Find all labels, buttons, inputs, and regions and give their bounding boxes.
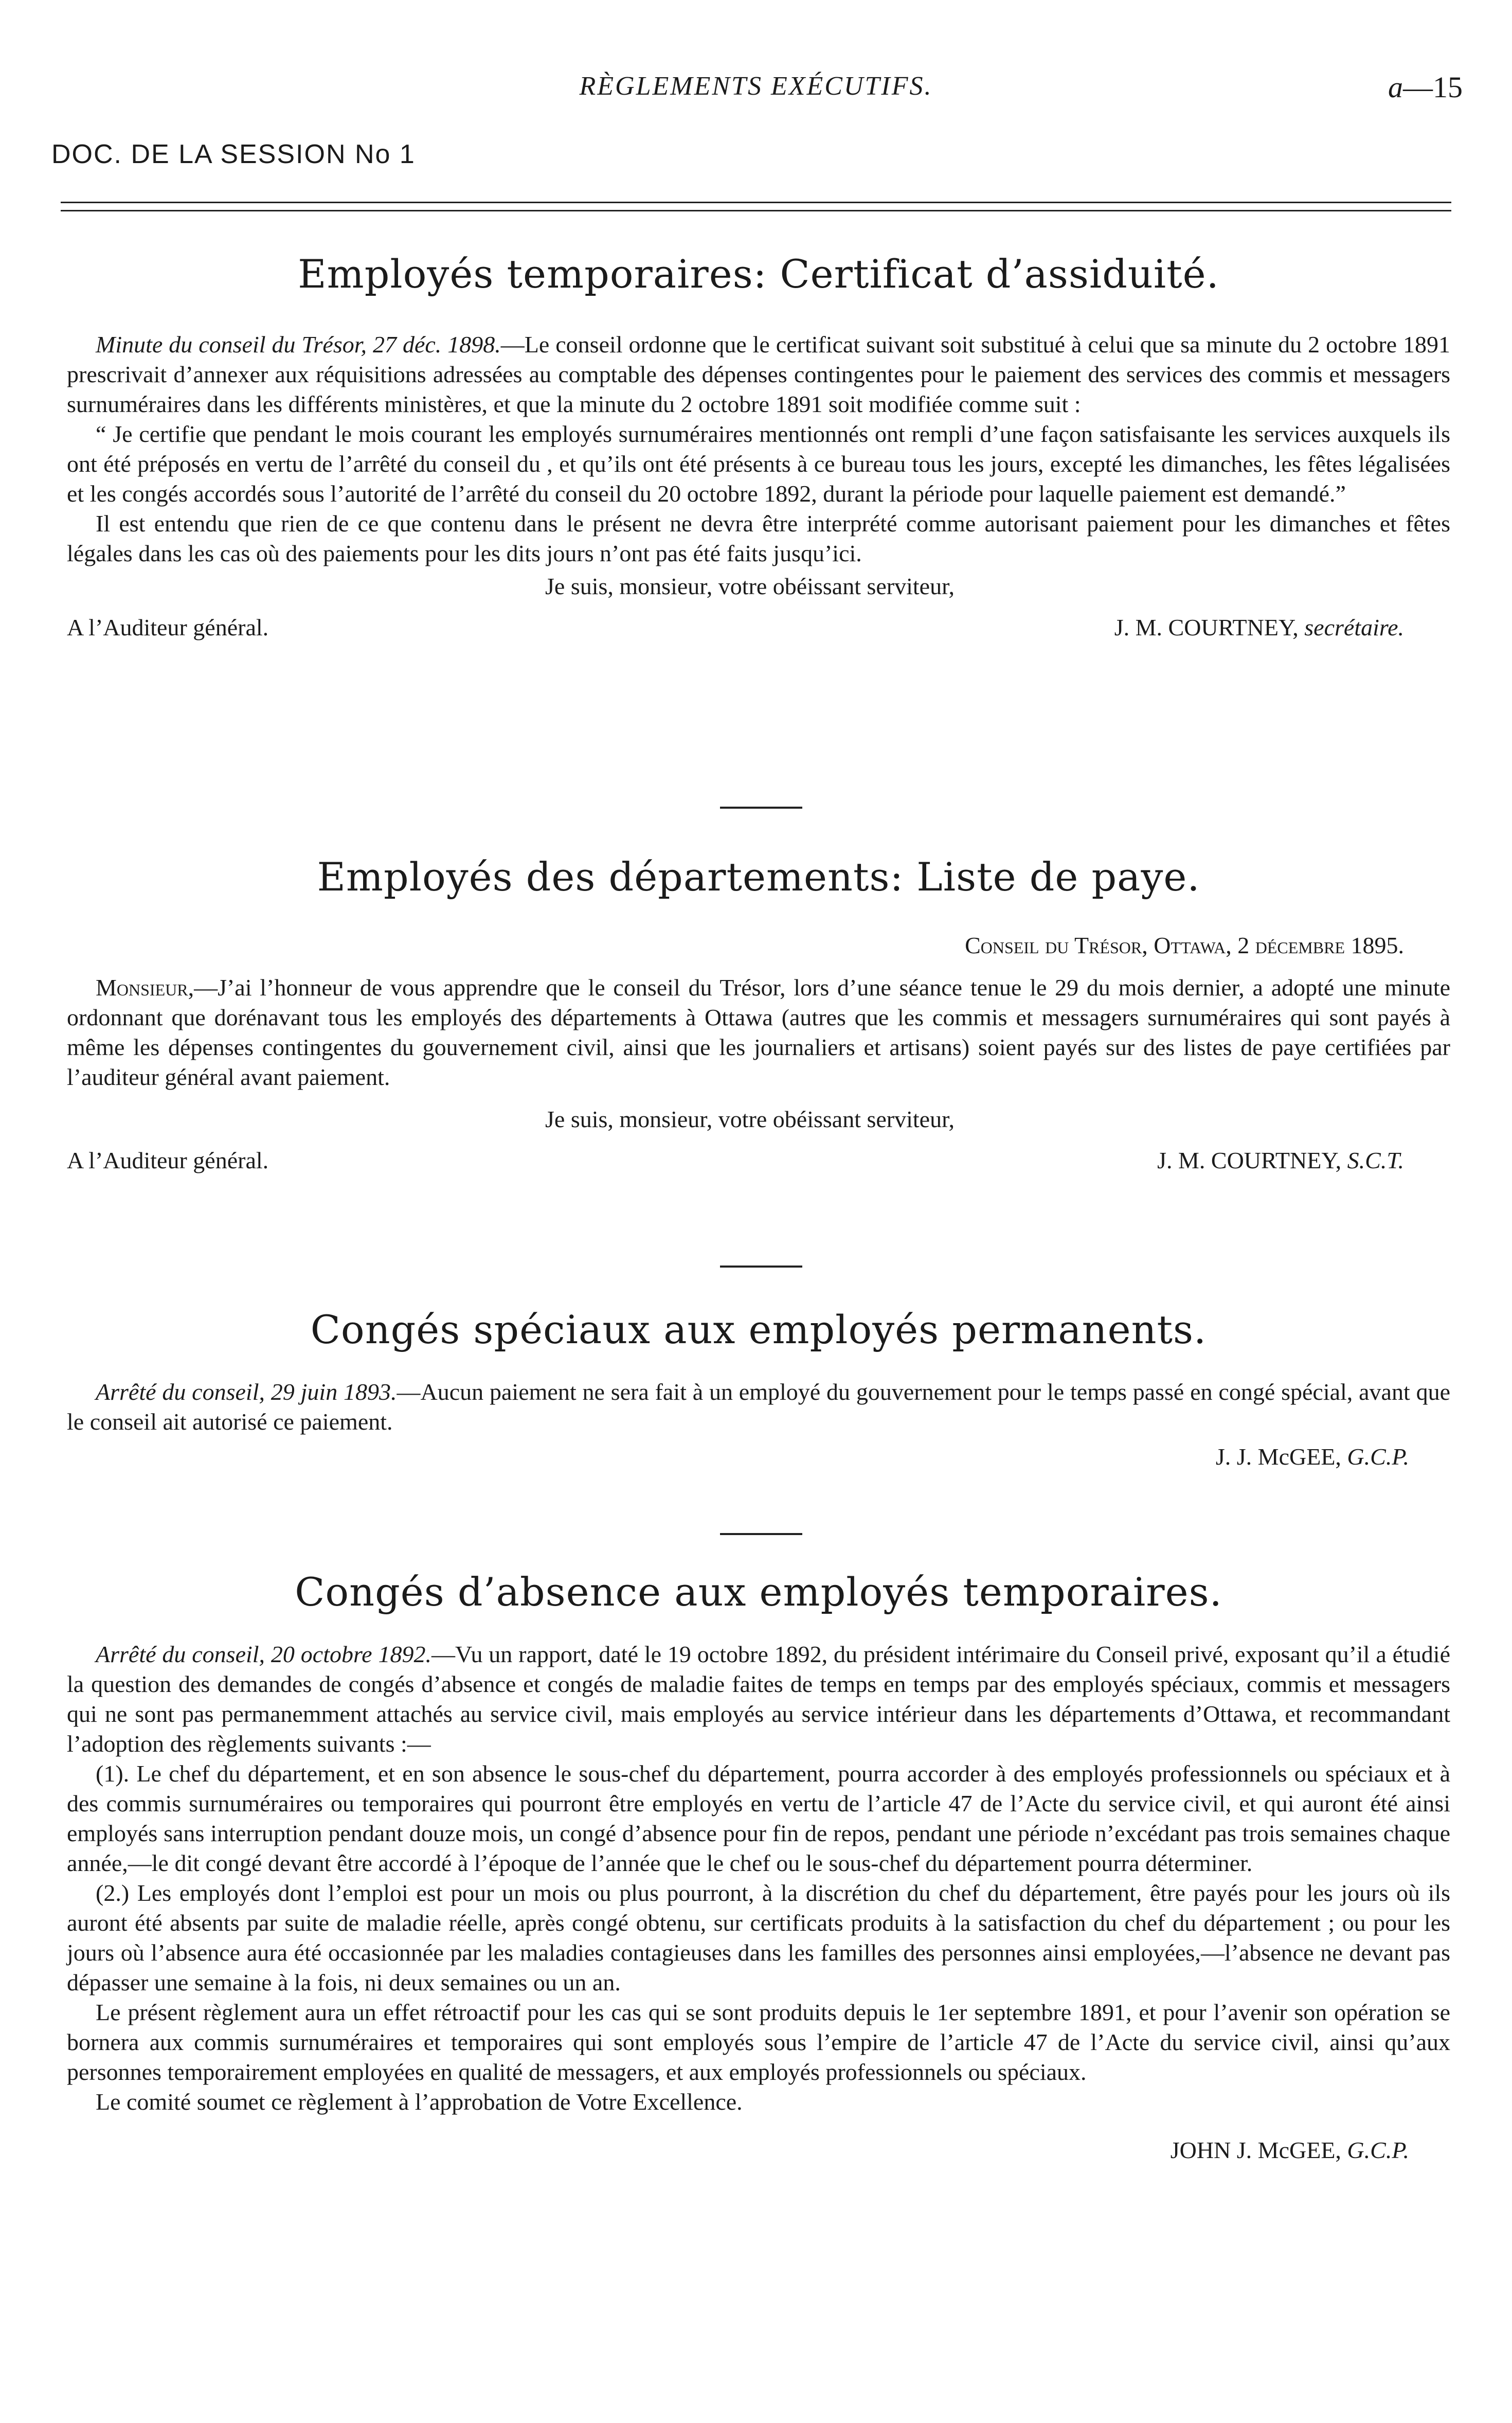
signature-row xyxy=(67,1146,1450,1175)
section-separator xyxy=(720,1266,802,1268)
section-title: Employés des départements: Liste de paye. xyxy=(317,854,1200,900)
header-rule-bottom xyxy=(61,210,1451,211)
body-text: —Aucun paiement ne sera fait à un employé du gouvernement pour le temps passé en congé spécial, avant que le conseil ait autorisé ce paiement. xyxy=(67,1379,1451,1435)
section-payroll-list xyxy=(67,854,1450,1175)
signer-name: J. M. COURTNEY, xyxy=(1157,1147,1342,1173)
section-absence-leave xyxy=(67,1569,1450,2165)
signer-name: J. M. COURTNEY, xyxy=(1114,614,1299,640)
addressee: A l’Auditeur général. xyxy=(67,614,269,640)
signer-name: JOHN J. McGEE, xyxy=(1170,2137,1341,2163)
addressee: A l’Auditeur général. xyxy=(67,1147,269,1173)
section-body xyxy=(67,973,1450,1092)
section-note: Il est entendu que rien de ce que contenu dans le présent ne devra être interprété comme autorisant paiement pour les dimanches et fêtes légales dans les cas où des paiements pour les dits jours n’ont pas été faits jusqu’ici. xyxy=(67,510,1450,566)
signer-title: S.C.T. xyxy=(1347,1147,1404,1173)
section-title: Congés d’absence aux employés temporaires. xyxy=(295,1569,1222,1615)
section-special-leave xyxy=(67,1307,1450,1472)
signer xyxy=(67,1442,1450,1472)
section-body xyxy=(67,1640,1450,1759)
section-separator xyxy=(720,807,802,809)
section-title: Employés temporaires: Certificat d’assiduité. xyxy=(298,251,1219,297)
page-prefix: a xyxy=(1388,70,1403,104)
page-number-value: —15 xyxy=(1403,70,1463,104)
certificate-quote: “ Je certifie que pendant le mois courant les employés surnuméraires mentionnés ont rempli d’une façon satisfaisante les services auxquels ils ont été préposés en vertu de l’arrêté du conseil du , et qu’ils ont été présents à ce bureau tous les jours, excepté les dimanches, les fêtes légalisées et les congés accordés sous l’autorité de l’arrêté du conseil du 20 octobre 1892, durant la période pour laquelle paiement est demandé.” xyxy=(67,421,1450,507)
body-text: —Vu un rapport, daté le 19 octobre 1892, du président intérimaire du Conseil privé, exposant qu’il a étudié la question des demandes de congés d’absence et congés de maladie faites de temps en temps par des employés spéciaux, commis et messagers qui ne sont pas permanemment attachés au service civil, mais employés au service intérieur dans les départements d’Ottawa, et recommandant l’adoption des règlements suivants :— xyxy=(67,1641,1450,1757)
header-rule-top xyxy=(61,202,1451,203)
body-text: —J’ai l’honneur de vous apprendre que le conseil du Trésor, lors d’une séance tenue le 29 du mois dernier, a adopté une minute ordonnant que dorénavant tous les employés des départements à Ottawa (autres que les commis et messagers surnuméraires qui sont payés à même les dépenses contingentes du gouvernement civil, ainsi que les journaliers et artisans) soient payés sur des listes de paye certifiées par l’auditeur général avant paiement. xyxy=(67,974,1450,1090)
page-number xyxy=(1388,70,1463,104)
signer-name: J. J. McGEE, xyxy=(1215,1444,1341,1470)
regulation-paragraph-3: Le présent règlement aura un effet rétroactif pour les cas qui se sont produits depuis le 1er septembre 1891, et pour l’avenir son opération se bornera aux commis surnuméraires et temporaires qui sont employés sous l’empire de l’article 47 de l’Acte du service civil, ainsi qu’aux personnes temporairement employées en qualité de messagers, et aux employés professionnels ou spéciaux. xyxy=(67,1999,1450,2085)
order-reference: Minute du conseil du Trésor, 27 déc. 1898. xyxy=(96,331,501,358)
closing-formula: Je suis, monsieur, votre obéissant serviteur, xyxy=(545,573,955,599)
signer-title: secrétaire. xyxy=(1304,614,1404,640)
salutation: Monsieur, xyxy=(96,974,194,1001)
signer xyxy=(1157,1146,1450,1175)
section-attendance-certificate xyxy=(67,251,1450,643)
section-body xyxy=(67,1377,1450,1437)
section-separator xyxy=(720,1533,802,1535)
section-body xyxy=(67,330,1450,419)
regulation-paragraph-2: (2.) Les employés dont l’emploi est pour un mois ou plus pourront, à la discrétion du chef du département, être payés pour les jours où ils auront été absents par suite de maladie réelle, après congé obtenu, sur certificats produits à la satisfaction du chef du département ; ou pour les jours où l’absence aura été occasionnée par les maladies contagieuses dans les familles des personnes ainsi employées,—l’absence ne devant pas dépasser une semaine à la fois, ni deux semaines ou un an. xyxy=(67,1880,1450,1996)
regulation-paragraph-1: (1). Le chef du département, et en son absence le sous-chef du département, pourra accorder à des employés professionnels ou spéciaux et à des commis surnuméraires ou temporaires qui pourront être employés en vertu de l’article 47 de l’Acte du service civil, et qui auront été ainsi employés sans interruption pendant douze mois, un congé d’absence pour fin de repos, pendant une période n’excédant pas trois semaines chaque année,—le dit congé devant être accordé à l’époque de l’année que le chef ou le sous-chef du département pourra déterminer. xyxy=(67,1760,1450,1876)
signature-row xyxy=(67,613,1450,643)
order-reference: Arrêté du conseil, 29 juin 1893. xyxy=(96,1379,397,1405)
signer-title: G.C.P. xyxy=(1347,2137,1409,2163)
signer xyxy=(1114,613,1450,643)
dateline: Conseil du Trésor, Ottawa, 2 décembre 1895. xyxy=(965,932,1404,958)
signer xyxy=(67,2135,1450,2165)
signer-title: G.C.P. xyxy=(1347,1444,1409,1470)
order-reference: Arrêté du conseil, 20 octobre 1892. xyxy=(96,1641,431,1667)
section-title: Congés spéciaux aux employés permanents. xyxy=(310,1307,1207,1352)
session-document-label: DOC. DE LA SESSION No 1 xyxy=(51,139,416,169)
regulation-paragraph-4: Le comité soumet ce règlement à l’approbation de Votre Excellence. xyxy=(96,2089,743,2115)
running-header: RÈGLEMENTS EXÉCUTIFS. xyxy=(579,72,933,101)
body-text: —Le conseil ordonne que le certificat suivant soit substitué à celui que sa minute du 2 octobre 1891 prescrivait d’annexer aux réquisitions adressées au comptable des dépenses contingentes pour le paiement des services des commis et messagers surnuméraires dans les différents ministères, et que la minute du 2 octobre 1891 soit modifiée comme suit : xyxy=(67,331,1450,417)
closing-formula: Je suis, monsieur, votre obéissant serviteur, xyxy=(545,1106,955,1132)
